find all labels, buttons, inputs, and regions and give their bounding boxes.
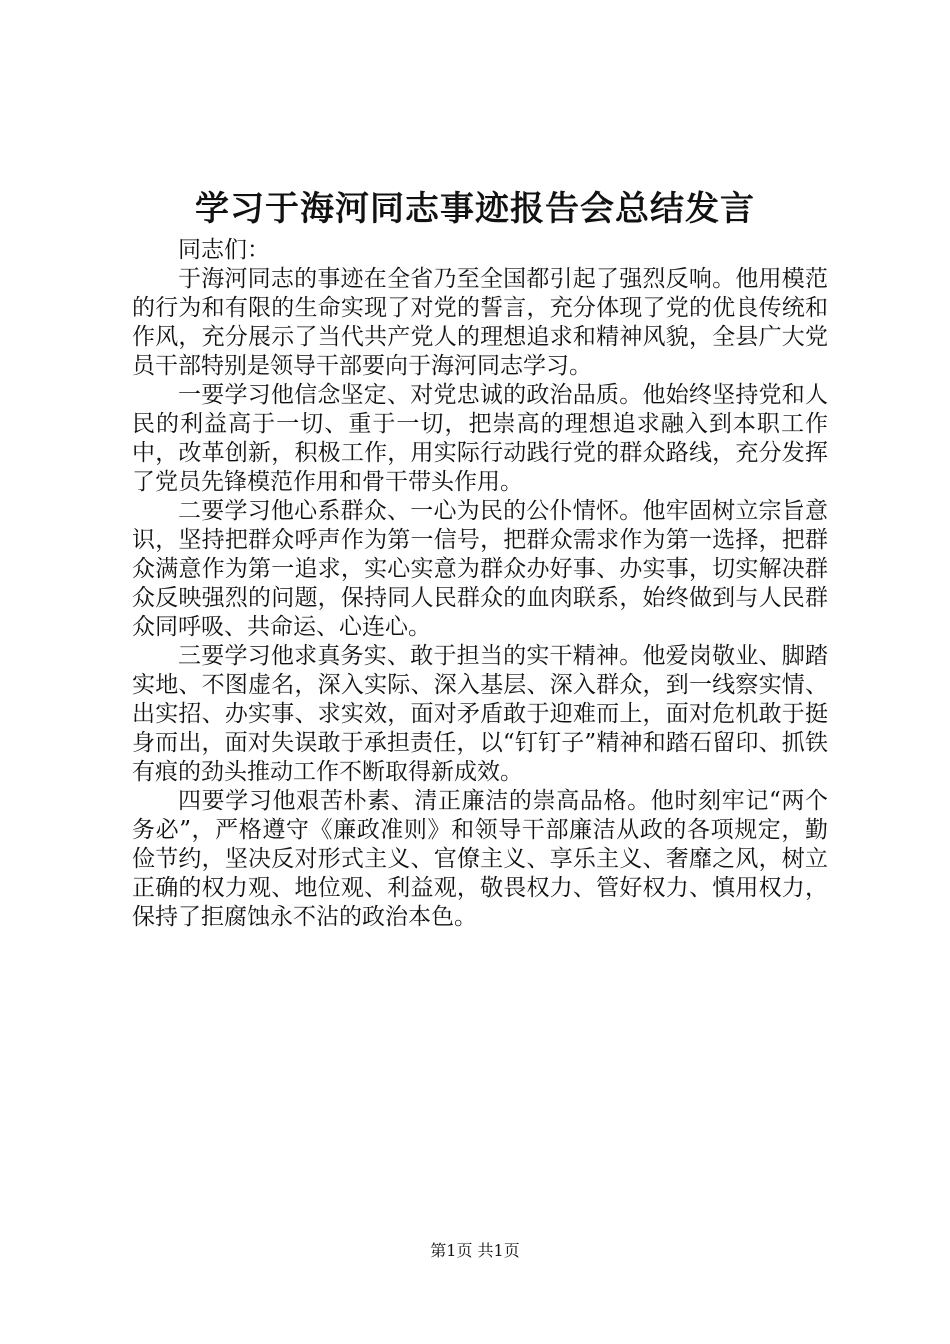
- salutation: 同志们：: [178, 237, 270, 263]
- page-footer: [0, 1240, 950, 1262]
- paragraph-5: 四要学习他艰苦朴素、清正廉洁的崇高品格。他时刻牢记“两个务必”，严格遵守《廉政准则》和领导干部廉洁从政的各项规定，勤俭节约，坚决反对形式主义、官僚主义、享乐主义、奢靡之风，树立正确的权力观、地位观、利益观，敬畏权力、管好权力、慎用权力，保持了拒腐蚀永不沾的政治本色。: [132, 788, 828, 930]
- document-title: 学习于海河同志事迹报告会总结发言: [195, 189, 755, 229]
- paragraph-2: 一要学习他信念坚定、对党忠诚的政治品质。他始终坚持党和人民的利益高于一切、重于一切，把崇高的理想追求融入到本职工作中，改革创新，积极工作，用实际行动践行党的群众路线，充分发挥了党员先锋模范作用和骨干带头作用。: [132, 382, 828, 495]
- page-number: 第1页: [430, 1241, 473, 1260]
- paragraph-3: 二要学习他心系群众、一心为民的公仆情怀。他牢固树立宗旨意识，坚持把群众呼声作为第一信号，把群众需求作为第一选择，把群众满意作为第一追求，实心实意为群众办好事、办实事，切实解决群众反映强烈的问题，保持同人民群众的血肉联系，始终做到与人民群众同呼吸、共命运、心连心。: [132, 498, 828, 640]
- paragraph-4: 三要学习他求真务实、敢于担当的实干精神。他爱岗敬业、脚踏实地、不图虚名，深入实际、深入基层、深入群众，到一线察实情、出实招、办实事、求实效，面对矛盾敢于迎难而上，面对危机敢于挺身而出，面对失误敢于承担责任，以“钉钉子”精神和踏石留印、抓铁有痕的劲头推动工作不断取得新成效。: [132, 643, 828, 785]
- page-total: 共1页: [477, 1241, 520, 1260]
- document-body: [132, 236, 828, 932]
- paragraph-1: 于海河同志的事迹在全省乃至全国都引起了强烈反响。他用模范的行为和有限的生命实现了对党的誓言，充分体现了党的优良传统和作风，充分展示了当代共产党人的理想追求和精神风貌，全县广大党员干部特别是领导干部要向于海河同志学习。: [132, 266, 828, 379]
